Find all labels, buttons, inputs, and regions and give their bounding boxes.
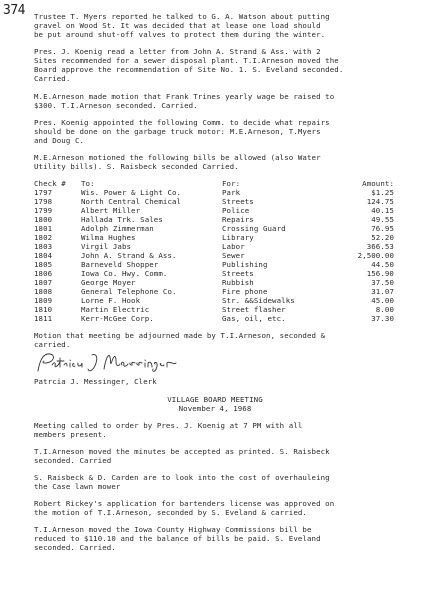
paragraph-adjourn: Motion that meeting be adjourned made by T.I.Arneson, seconded & carried. [34,331,326,349]
bill-check-number: 1800 [34,215,53,224]
bill-payee: Hallada Trk. Sales [81,215,163,224]
table-row [34,260,396,269]
table-row [34,224,396,233]
paragraph-gravel: Trustee T. Myers reported he talked to G. A. Watson about putting gravel on Wood St. It was decided that at lease one load should be put around shut-off valves to protect them during the winter. [34,12,330,39]
meeting-date: November 4, 1968 [178,404,252,413]
table-row [34,296,396,305]
bill-amount: 156.90 [366,269,394,278]
paragraph-lawn-mower: S. Raisbeck & D. Carden are to look into the cost of overhauleing the Case lawn mower [34,473,330,491]
bill-purpose: Repairs [222,215,254,224]
paragraph-sewer-sites: Pres. J. Koenig read a letter from John A. Strand & Ass. with 2 Sites recommended for a sewer disposal plant. T.I.Arneson moved the Board approve the recommendation of Site No. 1. S. Eveland seconded. Carried. [34,47,344,83]
bill-payee: John A. Strand & Ass. [81,251,177,260]
bill-check-number: 1807 [34,278,53,287]
bill-check-number: 1797 [34,188,53,197]
paragraph-bills-motion: M.E.Arneson motioned the following bills be allowed (also Water Utility bills). S. Raisbeck seconded Carried. [34,153,321,171]
bill-check-number: 1803 [34,242,53,251]
table-row [34,269,396,278]
table-row [34,197,396,206]
bill-purpose: Park [222,188,241,197]
paragraph-committee: Pres. Koenig appointed the following Comm. to decide what repairs should be done on the garbage truck motor: M.E.Arneson, T.Myers and Doug C. [34,118,330,145]
header-to: To: [81,179,95,188]
bills-table [34,179,396,323]
handwritten-signature [34,349,204,377]
header-for: For: [222,179,241,188]
bill-check-number: 1799 [34,206,53,215]
table-row [34,215,396,224]
bills-header-row [34,179,396,188]
bill-payee: Virgil Jabs [81,242,132,251]
header-check: Check # [34,179,66,188]
paragraph-wage: M.E.Arneson made motion that Frank Trines yearly wage be raised to $300. T.I.Arneson seconded. Carried. [34,92,335,110]
table-row [34,206,396,215]
paragraph-bartender-license: Robert Rickey's application for bartenders license was approved on the motion of T.I.Arneson, seconded by S. Eveland & carried. [34,499,335,517]
bill-check-number: 1809 [34,296,53,305]
bill-amount: 124.75 [366,197,394,206]
bill-payee: Lorne F. Hook [81,296,141,305]
bill-check-number: 1804 [34,251,53,260]
bill-amount: 37.30 [371,314,394,323]
table-row [34,314,396,323]
bill-purpose: Library [222,233,254,242]
bill-check-number: 1811 [34,314,53,323]
bill-amount: 366.53 [366,242,394,251]
bill-check-number: 1798 [34,197,53,206]
bill-payee: Iowa Co. Hwy. Comm. [81,269,168,278]
header-amount: Amount: [362,179,394,188]
bill-amount: 31.07 [371,287,394,296]
bill-purpose: Publishing [222,260,268,269]
bill-purpose: Crossing Guard [222,224,286,233]
bills-rows [34,188,396,323]
bill-amount: 49.55 [371,215,394,224]
bill-payee: Albert Miller [81,206,141,215]
bill-check-number: 1801 [34,224,53,233]
bill-amount: 76.95 [371,224,394,233]
table-row [34,188,396,197]
table-row [34,278,396,287]
bill-purpose: Labor [222,242,245,251]
clerk-name-line: Patrcia J. Messinger, Clerk [34,377,157,386]
page-number: 374 [3,3,25,18]
bill-check-number: 1808 [34,287,53,296]
bill-amount: 44.50 [371,260,394,269]
table-row [34,242,396,251]
bill-amount: 37.50 [371,278,394,287]
bill-purpose: Streets [222,269,254,278]
bill-purpose: Street flasher [222,305,286,314]
clerk-signature [34,349,396,377]
meeting-title: VILLAGE BOARD MEETING [167,395,263,404]
table-row [34,233,396,242]
bill-payee: Barneveld Shopper [81,260,159,269]
paragraph-minutes-accepted: T.I.Arneson moved the minutes be accepted as printed. S. Raisbeck seconded. Carried [34,447,330,465]
bill-payee: North Central Chemical [81,197,182,206]
bill-payee: George Moyer [81,278,136,287]
bill-amount: 40.15 [371,206,394,215]
bill-payee: General Telephone Co. [81,287,177,296]
bill-purpose: Police [222,206,250,215]
bill-payee: Martin Electric [81,305,150,314]
bill-payee: Wilma Hughes [81,233,136,242]
bill-purpose: Streets [222,197,254,206]
bill-payee: Kerr-McGee Corp. [81,314,154,323]
paragraph-highway-bill: T.I.Arneson moved the Iowa County Highway Commissions bill be reduced to $110.10 and the balance of bills be paid. S. Eveland seconded. Carried. [34,525,321,552]
table-row [34,251,396,260]
bill-purpose: Str. &&Sidewalks [222,296,295,305]
bill-amount: 52.20 [371,233,394,242]
bill-check-number: 1810 [34,305,53,314]
table-row [34,305,396,314]
bill-payee: Wis. Power & Light Co. [81,188,182,197]
bill-check-number: 1806 [34,269,53,278]
bill-payee: Adolph Zimmerman [81,224,154,233]
bill-check-number: 1802 [34,233,53,242]
bill-purpose: Rubbish [222,278,254,287]
bill-amount: 45.00 [371,296,394,305]
paragraph-call-to-order: Meeting called to order by Pres. J. Koenig at 7 PM with all members present. [34,421,303,439]
bill-purpose: Gas, oil, etc. [222,314,286,323]
bill-purpose: Fire phone [222,287,268,296]
bill-purpose: Sewer [222,251,245,260]
bill-check-number: 1805 [34,260,53,269]
bill-amount: 8.00 [375,305,394,314]
bill-amount: $1.25 [371,188,394,197]
minutes-content [34,12,396,552]
bill-amount: 2,500.00 [357,251,394,260]
table-row [34,287,396,296]
